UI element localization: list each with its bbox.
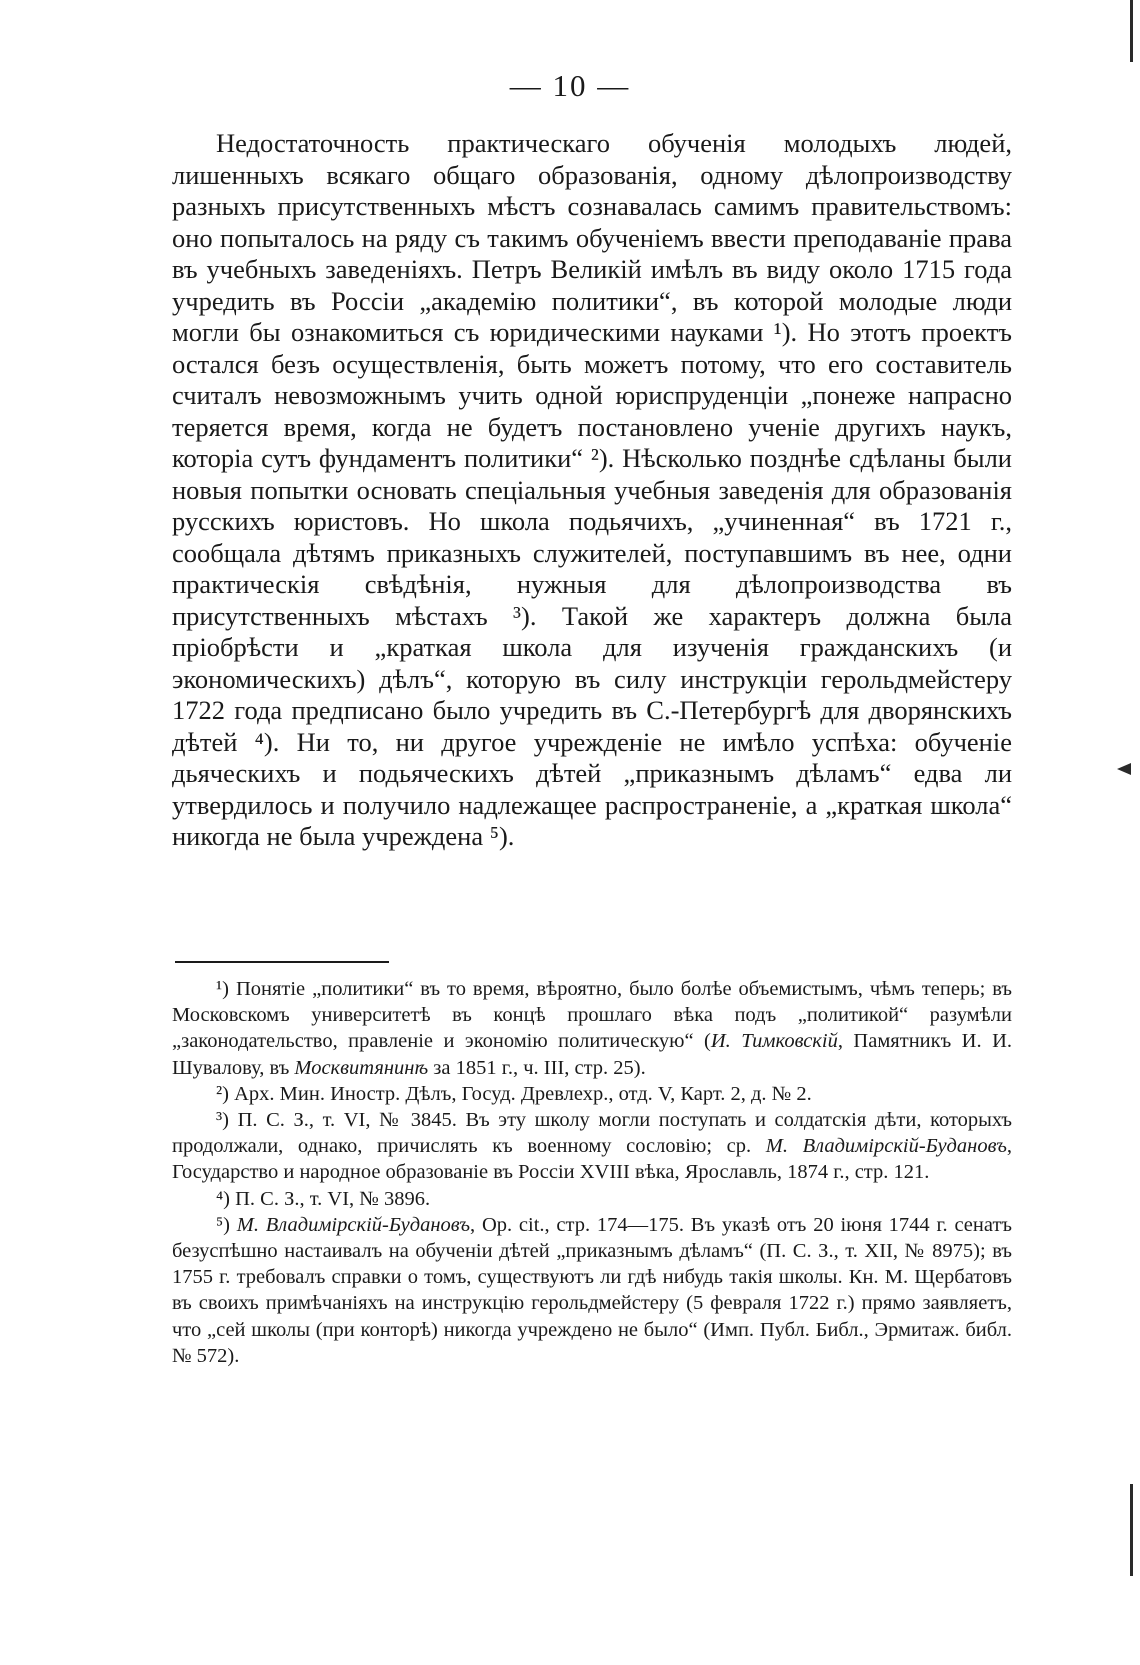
footnotes <box>172 976 1012 1369</box>
main-paragraph: Недостаточность практическаго обученія молодыхъ людей, лишенныхъ всякаго общаго образованія, одному дѣлопроизводству разныхъ присутственныхъ мѣстъ сознавалась самимъ правительствомъ: оно попыталось на ряду съ такимъ обученіемъ ввести преподаваніе права въ учебныхъ заведеніяхъ. Петръ Великій имѣлъ въ виду около 1715 года учредить въ Россіи „академію политики“, въ которой молодые люди могли бы ознакомиться съ юридическими науками ¹). Но этотъ проектъ остался безъ осуществленія, быть можетъ потому, что его составитель считалъ невозможнымъ учить одной юриспруденціи „понеже напрасно теряется время, когда не будетъ постановлено ученіе другихъ наукъ, которіа сутъ фундаментъ политики“ ²). Нѣсколько позднѣе сдѣланы были новыя попытки основать спеціальныя учебныя заведенія для образованія русскихъ юристовъ. Но школа подьячихъ, „учиненная“ въ 1721 г., сообщала дѣтямъ приказныхъ служителей, поступавшимъ въ нее, одни практическія свѣдѣнія, нужныя для дѣлопроизводства въ присутственныхъ мѣстахъ ³). Такой же характеръ должна была пріобрѣсти и „краткая школа для изученія гражданскихъ (и экономическихъ) дѣлъ“, которую въ силу инструкціи герольдмейстеру 1722 года предписано было учредить въ С.-Петербургѣ для дворянскихъ дѣтей ⁴). Ни то, ни другое учрежденіе не имѣло успѣха: обученіе дьяческихъ и подьяческихъ дѣтей „приказнымъ дѣламъ“ едва ли утвердилось и получило надлежащее распространеніе, а „краткая школа“ никогда не была учреждена ⁵). <box>172 128 1012 851</box>
footnote-4 <box>172 1186 1012 1212</box>
footnote-2 <box>172 1081 1012 1107</box>
footnote-3-text-a: П. С. З., т. VI, № 3845. Въ эту школу могли поступать и солдатскія дѣти, которыхъ продолжали, однако, причислять къ военному сословію; ср. <box>172 1109 1012 1158</box>
footnote-3-marker: ³) <box>216 1109 229 1132</box>
footnote-3 <box>172 1107 1012 1186</box>
footnote-1-journal: Москвитянинѣ <box>294 1056 429 1079</box>
page-number: — 10 — <box>509 68 631 103</box>
footnote-1-author: И. Тимковскій <box>710 1030 838 1053</box>
footnote-3-author: М. Владимірскій-Будановъ <box>765 1135 1007 1158</box>
footnote-5-marker: ⁵) <box>216 1213 230 1236</box>
footnote-1-marker: ¹) <box>216 978 229 1000</box>
footnote-4-text: П. С. З., т. VI, № 3896. <box>229 1187 431 1210</box>
footnote-1-text-a: Понятіе „политики“ въ то время, вѣроятно, было болѣе объемистымъ, чѣмъ теперь; въ Московскомъ университетѣ въ концѣ прошлаго вѣка подъ „политикой“ разумѣли „законодательство, правленіе и экономію политическую“ ( <box>172 978 1012 1053</box>
footnote-1-text-e: за 1851 г., ч. III, стр. 25). <box>428 1056 646 1079</box>
scan-edge-mark-top <box>1130 0 1133 62</box>
footnote-3-text-c: , Государство и народное образованіе въ Россіи XVIII вѣка, Ярославль, 1874 г., стр. 121. <box>172 1135 1012 1184</box>
footnote-1 <box>172 976 1012 1081</box>
scan-edge-arrow <box>1117 763 1131 775</box>
footnote-2-text: Арх. Мин. Иностр. Дѣлъ, Госуд. Древлехр., отд. V, Карт. 2, д. № 2. <box>228 1082 812 1105</box>
footnote-divider <box>175 961 389 963</box>
footnote-5-author: М. Владимірскій-Будановъ <box>236 1213 471 1236</box>
footnote-5-text-c: , Op. cit., стр. 174—175. Въ указѣ отъ 20 іюня 1744 г. сенатъ безуспѣшно настаивалъ на обученіи дѣтей „приказнымъ дѣламъ“ (П. С. З., т. XII, № 8975); въ 1755 г. требовалъ справки о томъ, существуютъ ли гдѣ нибудь такія школы. Кн. М. Щербатовъ въ своихъ примѣчаніяхъ на инструкцію герольдмейстеру (5 февраля 1722 г.) прямо заявляетъ, что „сей школы (при конторѣ) никогда учреждено не было“ (Имп. Публ. Библ., Эрмитаж. библ. № 572). <box>172 1213 1013 1367</box>
footnote-5-text-a <box>230 1214 237 1236</box>
footnote-1-text-c: , Памятникъ И. И. Шувалову, въ <box>172 1030 1012 1079</box>
footnote-5 <box>172 1212 1012 1369</box>
footnote-4-marker: ⁴) <box>216 1187 230 1210</box>
scan-edge-mark-bottom <box>1130 1484 1133 1576</box>
footnote-2-marker: ²) <box>216 1082 229 1105</box>
